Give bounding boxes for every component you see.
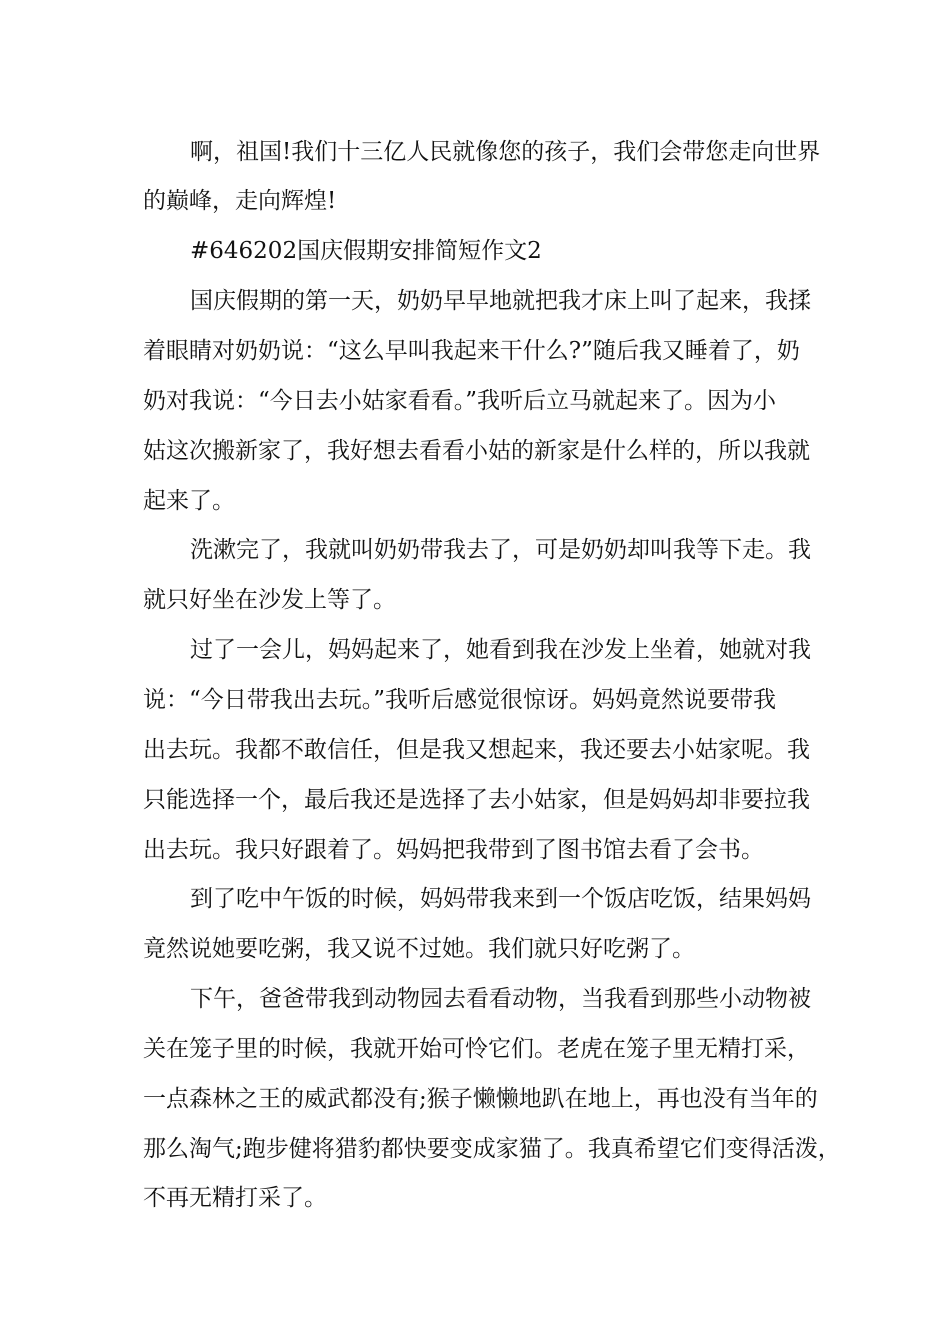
text-line: 那么淘气;跑步健将猎豹都快要变成家猫了。我真希望它们变得活泼， xyxy=(143,1136,841,1162)
section-heading: #646202国庆假期安排简短作文2 xyxy=(190,238,542,264)
text-line: 过了一会儿，妈妈起来了，她看到我在沙发上坐着，她就对我 xyxy=(190,637,811,663)
text-line: 出去玩。我只好跟着了。妈妈把我带到了图书馆去看了会书。 xyxy=(143,837,764,863)
text-line: 一点森林之王的威武都没有;猴子懒懒地趴在地上，再也没有当年的 xyxy=(143,1086,818,1112)
text-line: 的巅峰，走向辉煌! xyxy=(143,188,337,214)
text-line: 姑这次搬新家了，我好想去看看小姑的新家是什么样的，所以我就 xyxy=(143,438,810,464)
text-line: 着眼睛对奶奶说：“这么早叫我起来干什么?”随后我又睡着了，奶 xyxy=(143,338,800,364)
text-line: 说：“今日带我出去玩。”我听后感觉很惊讶。妈妈竟然说要带我 xyxy=(143,687,777,713)
text-line: 不再无精打采了。 xyxy=(143,1185,327,1211)
text-line: 奶对我说：“今日去小姑家看看。”我听后立马就起来了。因为小 xyxy=(143,388,777,414)
text-line: 国庆假期的第一天，奶奶早早地就把我才床上叫了起来，我揉 xyxy=(190,288,811,314)
text-line: 只能选择一个，最后我还是选择了去小姑家，但是妈妈却非要拉我 xyxy=(143,787,810,813)
text-line: 出去玩。我都不敢信任，但是我又想起来，我还要去小姑家呢。我 xyxy=(143,737,810,763)
text-line: 啊，祖国!我们十三亿人民就像您的孩子，我们会带您走向世界 xyxy=(190,139,821,165)
text-line: 洗漱完了，我就叫奶奶带我去了，可是奶奶却叫我等下走。我 xyxy=(190,537,811,563)
text-line: 竟然说她要吃粥，我又说不过她。我们就只好吃粥了。 xyxy=(143,936,695,962)
text-line: 到了吃中午饭的时候，妈妈带我来到一个饭店吃饭，结果妈妈 xyxy=(190,886,811,912)
text-line: 就只好坐在沙发上等了。 xyxy=(143,587,396,613)
text-line: 下午，爸爸带我到动物园去看看动物，当我看到那些小动物被 xyxy=(190,986,811,1012)
text-line: 关在笼子里的时候，我就开始可怜它们。老虎在笼子里无精打采， xyxy=(143,1036,810,1062)
text-line: 起来了。 xyxy=(143,488,235,514)
